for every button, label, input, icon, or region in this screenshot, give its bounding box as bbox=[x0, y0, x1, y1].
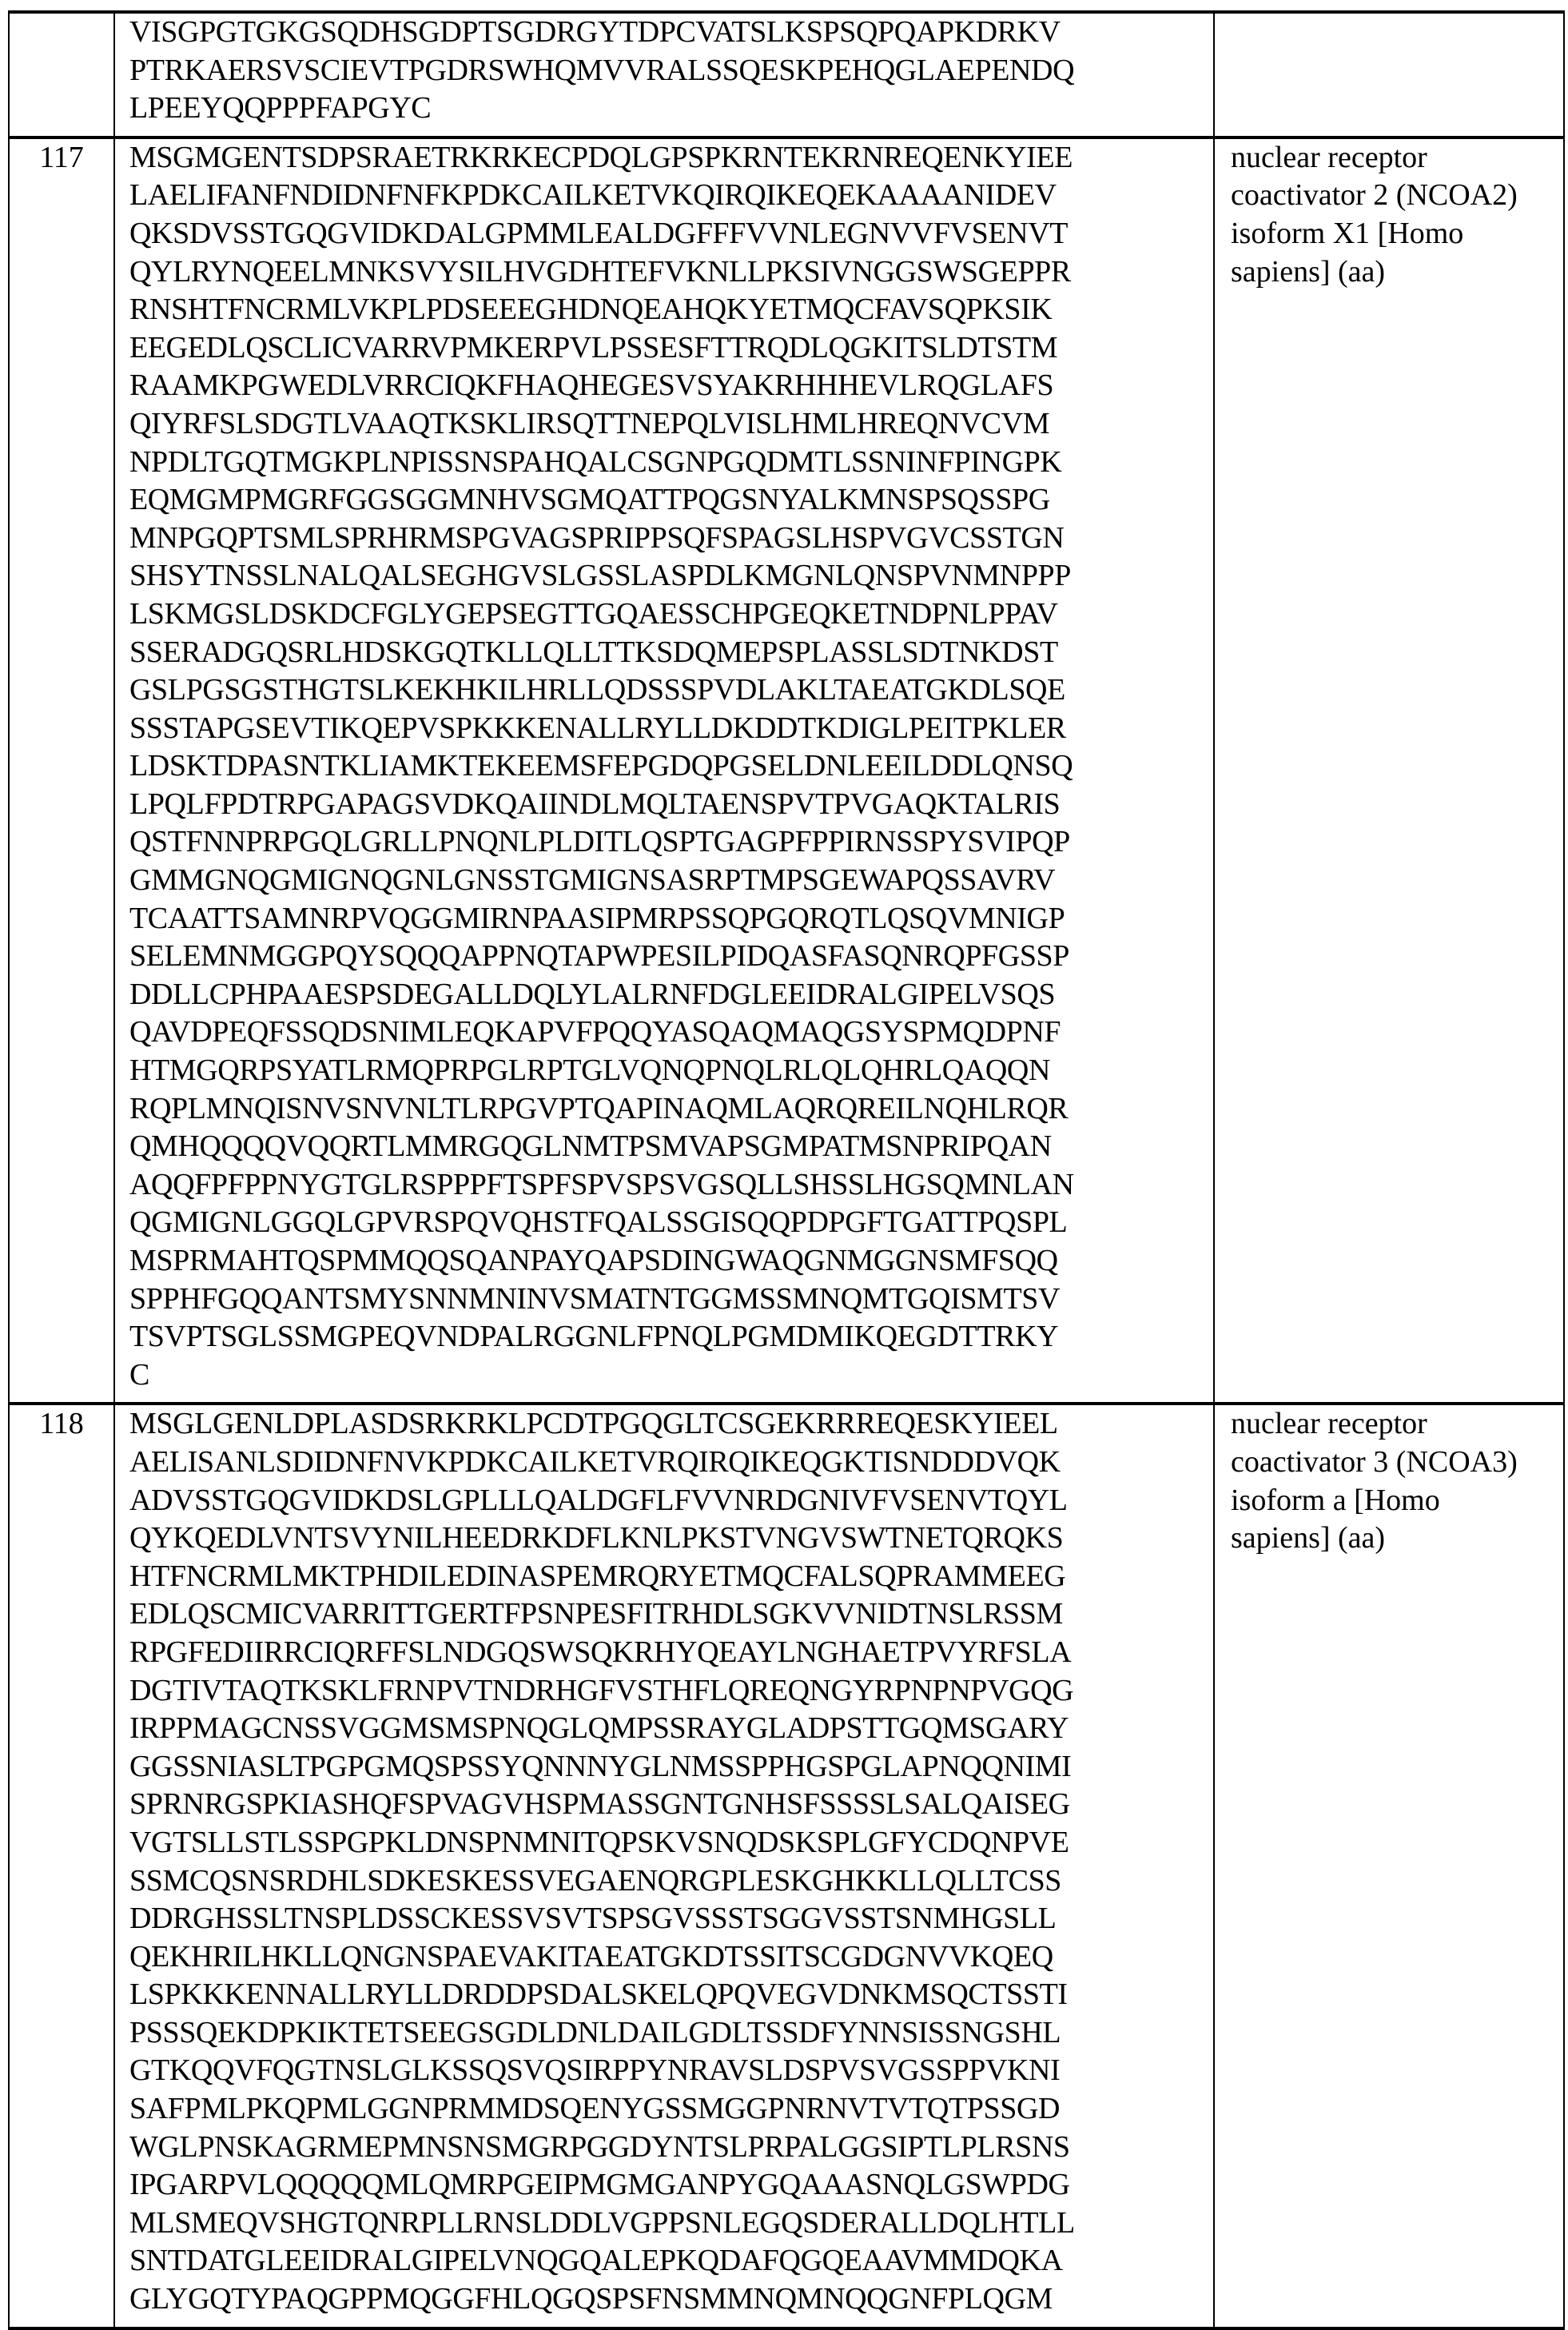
table-row bbox=[9, 1404, 1564, 2328]
sequence-line: RPGFEDIIRRCIQRFFSLNDGQSWSQKRHYQEAYLNGHAETPVYRFSLA bbox=[129, 1634, 1213, 1672]
sequence-line: GMMGNQGMIGNQGNLGNSSTGMIGNSASRPTMPSGEWAPQSSAVRV bbox=[129, 862, 1213, 900]
sequence-line: MSPRMAHTQSPMMQQSQANPAYQAPSDINGWAQGNMGGNSMFSQQ bbox=[129, 1242, 1213, 1281]
sequence-line: LSKMGSLDSKDCFGLYGEPSEGTTGQAESSCHPGEQKETNDPNLPPAV bbox=[129, 595, 1213, 634]
description-line: coactivator 2 (NCOA2) bbox=[1231, 177, 1563, 215]
sequence-line: MSGLGENLDPLASDSRKRKLPCDTPGQGLTCSGEKRRREQESKYIEEL bbox=[129, 1405, 1213, 1444]
sequence-line: IPGARPVLQQQQQMLQMRPGEIPMGMGANPYGQAAASNQLGSWPDG bbox=[129, 2166, 1213, 2205]
sequence-line: QEKHRILHKLLQNGNSPAEVAKITAEATGKDTSSITSCGDGNVVKQEQ bbox=[129, 1938, 1213, 1977]
sequence-cell bbox=[114, 137, 1214, 1404]
sequence-line: AELISANLSDIDNFNVKPDKCAILKETVRQIRQIKEQGKTISNDDDVQK bbox=[129, 1444, 1213, 1482]
sequence-line: VISGPGTGKGSQDHSGDPTSGDRGYTDPCVATSLKSPSQPQAPKDRKV bbox=[129, 14, 1213, 52]
sequence-line: SSMCQSNSRDHLSDKESKESSVEGAENQRGPLESKGHKKLLQLLTCSS bbox=[129, 1862, 1213, 1901]
description-line: isoform a [Homo bbox=[1231, 1482, 1563, 1520]
sequence-line: QAVDPEQFSSQDSNIMLEQKAPVFPQQYASQAQMAQGSYSPMQDPNF bbox=[129, 1014, 1213, 1052]
sequence-line: RQPLMNQISNVSNVNLTLRPGVPTQAPINAQMLAQRQREILNQHLRQR bbox=[129, 1090, 1213, 1129]
sequence-line: EEGEDLQSCLICVARRVPMKERPVLPSSESFTTRQDLQGKITSLDTSTM bbox=[129, 329, 1213, 368]
sequence-line: IRPPMAGCNSSVGGMSMSPNQGLQMPSSRAYGLADPSTTGQMSGARY bbox=[129, 1710, 1213, 1748]
seq-id-cell: 117 bbox=[9, 137, 114, 1404]
sequence-line: HTMGQRPSYATLRMQPRPGLRPTGLVQNQPNQLRLQLQHRLQAQQN bbox=[129, 1052, 1213, 1090]
sequence-line: C bbox=[129, 1356, 1213, 1395]
sequence-line: QGMIGNLGGQLGPVRSPQVQHSTFQALSSGISQQPDPGFTGATTPQSPL bbox=[129, 1204, 1213, 1242]
sequence-line: PTRKAERSVSCIEVTPGDRSWHQMVVRALSSQESKPEHQGLAEPENDQ bbox=[129, 52, 1213, 90]
description-cell bbox=[1214, 1404, 1564, 2328]
sequence-table bbox=[8, 10, 1565, 2330]
sequence-line: GSLPGSGSTHGTSLKEKHKILHRLLQDSSSPVDLAKLTAEATGKDLSQE bbox=[129, 671, 1213, 710]
sequence-line: MNPGQPTSMLSPRHRMSPGVAGSPRIPPSQFSPAGSLHSPVGVCSSTGN bbox=[129, 520, 1213, 558]
sequence-line: TCAATTSAMNRPVQGGMIRNPAASIPMRPSSQPGQRQTLQSQVMNIGP bbox=[129, 900, 1213, 938]
sequence-line: WGLPNSKAGRMEPMNSNSMGRPGGDYNTSLPRPALGGSIPTLPLRSNS bbox=[129, 2129, 1213, 2167]
sequence-cell bbox=[114, 12, 1214, 137]
sequence-line: EDLQSCMICVARRITTGERTFPSNPESFITRHDLSGKVVNIDTNSLRSSM bbox=[129, 1595, 1213, 1634]
description-line: nuclear receptor bbox=[1231, 139, 1563, 177]
sequence-line: QMHQQQQVQQRTLMMRGQGLNMTPSMVAPSGMPATMSNPRIPQAN bbox=[129, 1128, 1213, 1166]
sequence-line: GLYGQTYPAQGPPMQGGFHLQGQSPSFNSMMNQMNQQGNFPLQGM bbox=[129, 2280, 1213, 2319]
sequence-line: LPQLFPDTRPGAPAGSVDKQAIINDLMQLTAENSPVTPVGAQKTALRIS bbox=[129, 786, 1213, 824]
sequence-line: SSSTAPGSEVTIKQEPVSPKKKENALLRYLLDKDDTKDIGLPEITPKLER bbox=[129, 710, 1213, 748]
sequence-line: QKSDVSSTGQGVIDKDALGPMMLEALDGFFFVVNLEGNVVFVSENVT bbox=[129, 215, 1213, 253]
sequence-line: SHSYTNSSLNALQALSEGHGVSLGSSLASPDLKMGNLQNSPVNMNPPP bbox=[129, 557, 1213, 595]
description-line: sapiens] (aa) bbox=[1231, 1519, 1563, 1558]
sequence-line: DDRGHSSLTNSPLDSSCKESSVSVTSPSGVSSSTSGGVSSTSNMHGSLL bbox=[129, 1900, 1213, 1938]
sequence-line: RAAMKPGWEDLVRRCIQKFHAQHEGESVSYAKRHHHEVLRQGLAFS bbox=[129, 367, 1213, 405]
sequence-line: NPDLTGQTMGKPLNPISSNSPAHQALCSGNPGQDMTLSSNINFPINGPK bbox=[129, 444, 1213, 482]
seq-id-cell bbox=[9, 12, 114, 137]
sequence-line: DDLLCPHPAAESPSDEGALLDQLYLALRNFDGLEEIDRALGIPELVSQS bbox=[129, 976, 1213, 1014]
sequence-line: GTKQQVFQGTNSLGLKSSQSVQSIRPPYNRAVSLDSPVSVGSSPPVKNI bbox=[129, 2052, 1213, 2090]
sequence-line: DGTIVTAQTKSKLFRNPVTNDRHGFVSTHFLQREQNGYRPNPNPVGQG bbox=[129, 1672, 1213, 1711]
seq-id-cell: 118 bbox=[9, 1404, 114, 2328]
sequence-line: AQQFPFPPNYGTGLRSPPPFTSPFSPVSPSVGSQLLSHSSLHGSQMNLAN bbox=[129, 1166, 1213, 1205]
sequence-line: QSTFNNPRPGQLGRLLPNQNLPLDITLQSPTGAGPFPPIRNSSPYSVIPQP bbox=[129, 823, 1213, 862]
sequence-cell bbox=[114, 1404, 1214, 2328]
sequence-line: ADVSSTGQGVIDKDSLGPLLLQALDGFLFVVNRDGNIVFVSENVTQYL bbox=[129, 1482, 1213, 1520]
sequence-line: PSSSQEKDPKIKTETSEEGSGDLDNLDAILGDLTSSDFYNNSISSNGSHL bbox=[129, 2014, 1213, 2053]
description-line: sapiens] (aa) bbox=[1231, 253, 1563, 292]
description-cell bbox=[1214, 12, 1564, 137]
sequence-line: SNTDATGLEEIDRALGIPELVNQGQALEPKQDAFQGQEAAVMMDQKA bbox=[129, 2242, 1213, 2280]
description-cell bbox=[1214, 137, 1564, 1404]
sequence-line: SPRNRGSPKIASHQFSPVAGVHSPMASSGNTGNHSFSSSSLSALQAISEG bbox=[129, 1786, 1213, 1824]
description-line: coactivator 3 (NCOA3) bbox=[1231, 1444, 1563, 1482]
sequence-line: SAFPMLPKQPMLGGNPRMMDSQENYGSSMGGPNRNVTVTQTPSSGD bbox=[129, 2090, 1213, 2129]
sequence-line: GGSSNIASLTPGPGMQSPSSYQNNNYGLNMSSPPHGSPGLAPNQQNIMI bbox=[129, 1748, 1213, 1786]
sequence-line: LSPKKKENNALLRYLLDRDDPSDALSKELQPQVEGVDNKMSQCTSSTI bbox=[129, 1976, 1213, 2014]
sequence-line: SSERADGQSRLHDSKGQTKLLQLLTTKSDQMEPSPLASSLSDTNKDST bbox=[129, 634, 1213, 672]
sequence-line: LAELIFANFNDIDNFNFKPDKCAILKETVKQIRQIKEQEKAAAANIDEV bbox=[129, 177, 1213, 215]
sequence-line: TSVPTSGLSSMGPEQVNDPALRGGNLFPNQLPGMDMIKQEGDTTRKY bbox=[129, 1318, 1213, 1356]
sequence-line: LPEEYQQPPPFAPGYC bbox=[129, 90, 1213, 128]
sequence-line: QYKQEDLVNTSVYNILHEEDRKDFLKNLPKSTVNGVSWTNETQRQKS bbox=[129, 1519, 1213, 1558]
description-line: isoform X1 [Homo bbox=[1231, 215, 1563, 253]
sequence-line: SELEMNMGGPQYSQQQAPPNQTAPWPESILPIDQASFASQNRQPFGSSP bbox=[129, 938, 1213, 976]
sequence-line: SPPHFGQQANTSMYSNNMNINVSMATNTGGMSSMNQMTGQISMTSV bbox=[129, 1281, 1213, 1319]
sequence-line: QYLRYNQEELMNKSVYSILHVGDHTEFVKNLLPKSIVNGGSWSGEPPR bbox=[129, 253, 1213, 292]
sequence-line: MSGMGENTSDPSRAETRKRKECPDQLGPSPKRNTEKRNREQENKYIEE bbox=[129, 139, 1213, 177]
table-row bbox=[9, 12, 1564, 137]
table-row bbox=[9, 137, 1564, 1404]
sequence-line: QIYRFSLSDGTLVAAQTKSKLIRSQTTNEPQLVISLHMLHREQNVCVM bbox=[129, 405, 1213, 444]
sequence-line: MLSMEQVSHGTQNRPLLRNSLDDLVGPPSNLEGQSDERALLDQLHTLL bbox=[129, 2205, 1213, 2243]
sequence-line: HTFNCRMLMKTPHDILEDINASPEMRQRYETMQCFALSQPRAMMEEG bbox=[129, 1558, 1213, 1596]
sequence-line: RNSHTFNCRMLVKPLPDSEEEGHDNQEAHQKYETMQCFAVSQPKSIK bbox=[129, 291, 1213, 329]
sequence-table-body bbox=[9, 12, 1564, 2328]
sequence-line: LDSKTDPASNTKLIAMKTEKEEMSFEPGDQPGSELDNLEEILDDLQNSQ bbox=[129, 747, 1213, 786]
sequence-line: VGTSLLSTLSSPGPKLDNSPNMNITQPSKVSNQDSKSPLGFYCDQNPVE bbox=[129, 1824, 1213, 1862]
sequence-line: EQMGMPMGRFGGSGGMNHVSGMQATTPQGSNYALKMNSPSQSSPG bbox=[129, 481, 1213, 520]
description-line: nuclear receptor bbox=[1231, 1405, 1563, 1444]
